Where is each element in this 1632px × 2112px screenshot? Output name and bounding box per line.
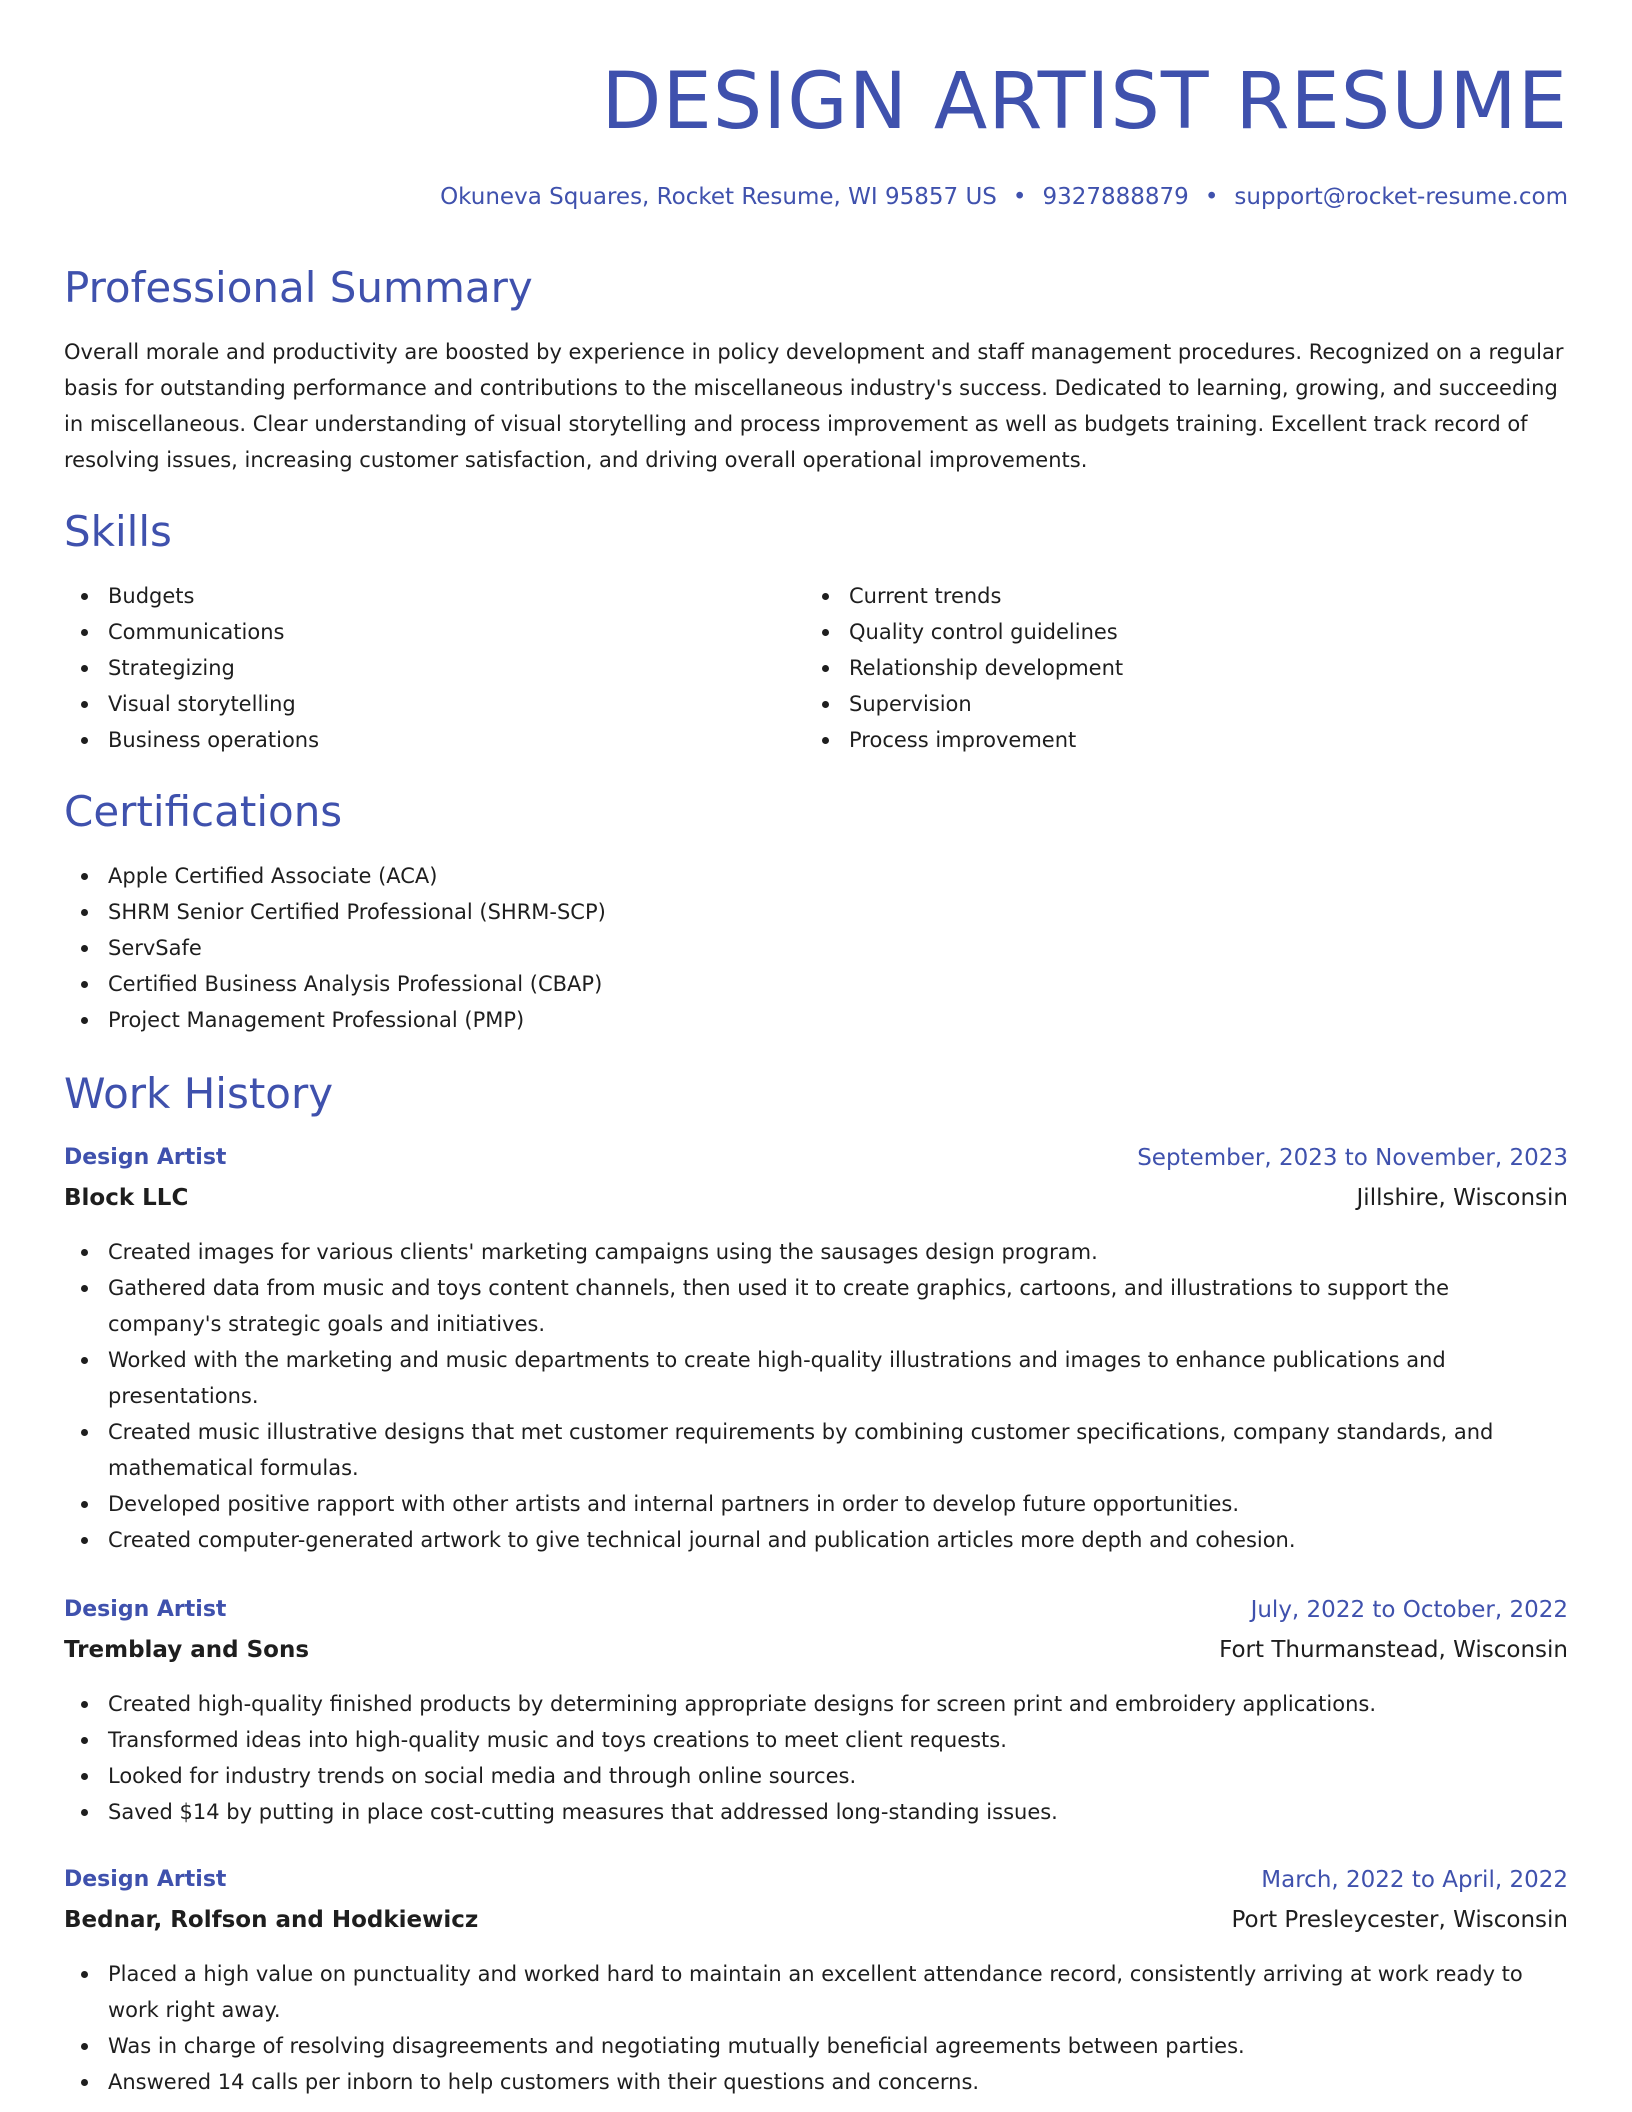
- job-bullet: Gathered data from music and toys content channels, then used it to create graphics, cartoons, and illustrations to support the company's strategic goals and initiatives.: [64, 1270, 1568, 1342]
- job-bullet: Created images for various clients' marketing campaigns using the sausages design program.: [64, 1234, 1568, 1270]
- skills-list-left: [64, 578, 764, 758]
- skill-item: Budgets: [64, 578, 764, 614]
- job-location: Fort Thurmanstead, Wisconsin: [1219, 1637, 1568, 1663]
- skill-item: Communications: [64, 614, 764, 650]
- job-bullet: Worked with the marketing and music departments to create high-quality illustrations and images to enhance publications and presentations.: [64, 1342, 1568, 1414]
- job-header: [64, 1860, 1568, 1933]
- job-location: Jillshire, Wisconsin: [1356, 1185, 1568, 1211]
- skill-item: Process improvement: [805, 722, 1505, 758]
- skill-item: Business operations: [64, 722, 764, 758]
- job-company: Tremblay and Sons: [64, 1637, 310, 1663]
- job-title: Design Artist: [64, 1867, 227, 1892]
- skill-item: Quality control guidelines: [805, 614, 1505, 650]
- job-bullet: Looked for industry trends on social media and through online sources.: [64, 1758, 1568, 1794]
- work-history-heading: Work History: [64, 1069, 334, 1118]
- certifications-heading: Certifications: [64, 787, 343, 836]
- job-dates: September, 2023 to November, 2023: [1137, 1145, 1568, 1171]
- skills-heading: Skills: [64, 507, 172, 556]
- skill-item: Relationship development: [805, 650, 1505, 686]
- phone: 9327888879: [1042, 184, 1189, 210]
- job-company: Block LLC: [64, 1185, 189, 1211]
- contact-line: [440, 180, 1568, 214]
- job-dates: March, 2022 to April, 2022: [1261, 1867, 1568, 1893]
- job-title: Design Artist: [64, 1145, 227, 1170]
- separator-dot: •: [1204, 184, 1219, 210]
- address: Okuneva Squares, Rocket Resume, WI 95857 US: [440, 184, 997, 210]
- skill-item: Supervision: [805, 686, 1505, 722]
- job-header: [64, 1138, 1568, 1211]
- certification-item: SHRM Senior Certified Professional (SHRM-SCP): [64, 894, 1364, 930]
- job-header: [64, 1590, 1568, 1663]
- job-company: Bednar, Rolfson and Hodkiewicz: [64, 1907, 479, 1933]
- job-bullet: Was in charge of resolving disagreements and negotiating mutually beneficial agreements between parties.: [64, 2028, 1568, 2064]
- job-bullets: [64, 1234, 1568, 1558]
- job-dates: July, 2022 to October, 2022: [1250, 1597, 1568, 1623]
- separator-dot: •: [1012, 184, 1027, 210]
- job-bullet: Placed a high value on punctuality and worked hard to maintain an excellent attendance record, consistently arriving at work ready to work right away.: [64, 1956, 1568, 2028]
- skill-item: Visual storytelling: [64, 686, 764, 722]
- certification-item: ServSafe: [64, 930, 1364, 966]
- job-bullet: Created computer-generated artwork to give technical journal and publication articles more depth and cohesion.: [64, 1522, 1568, 1558]
- summary-heading: Professional Summary: [64, 263, 533, 312]
- job-bullets: [64, 1686, 1568, 1830]
- certification-item: Project Management Professional (PMP): [64, 1002, 1364, 1038]
- job-bullet: Created high-quality finished products by determining appropriate designs for screen print and embroidery applications.: [64, 1686, 1568, 1722]
- skill-item: Current trends: [805, 578, 1505, 614]
- job-bullet: Created music illustrative designs that met customer requirements by combining customer specifications, company standards, and mathematical formulas.: [64, 1414, 1568, 1486]
- email-link[interactable]: support@rocket-resume.com: [1234, 184, 1568, 210]
- job-bullet: Answered 14 calls per inborn to help customers with their questions and concerns.: [64, 2064, 1568, 2100]
- skill-item: Strategizing: [64, 650, 764, 686]
- summary-text: Overall morale and productivity are boosted by experience in policy development and staff management procedures. Recognized on a regular basis for outstanding performance and contributions to the miscellaneous industry's success. Dedicated to learning, growing, and succeeding in miscellaneous. Clear understanding of visual storytelling and process improvement as well as budgets training. Excellent track record of resolving issues, increasing customer satisfaction, and driving overall operational improvements.: [64, 340, 1564, 472]
- certifications-list: [64, 858, 1364, 1038]
- job-bullet: Developed positive rapport with other artists and internal partners in order to develop future opportunities.: [64, 1486, 1568, 1522]
- skills-list-right: [805, 578, 1505, 758]
- job-location: Port Presleycester, Wisconsin: [1231, 1907, 1568, 1933]
- job-bullet: Saved $14 by putting in place cost-cutting measures that addressed long-standing issues.: [64, 1794, 1568, 1830]
- job-bullet: Transformed ideas into high-quality music and toys creations to meet client requests.: [64, 1722, 1568, 1758]
- certification-item: Certified Business Analysis Professional (CBAP): [64, 966, 1364, 1002]
- job-bullets: [64, 1956, 1568, 2100]
- certification-item: Apple Certified Associate (ACA): [64, 858, 1364, 894]
- job-title: Design Artist: [64, 1597, 227, 1622]
- resume-title: DESIGN ARTIST RESUME: [601, 57, 1568, 147]
